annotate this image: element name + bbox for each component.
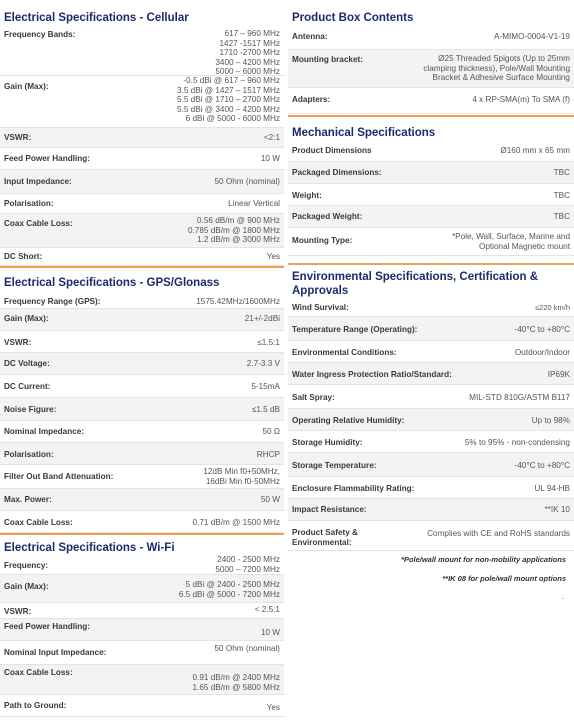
row-label: Frequency Bands: — [4, 30, 76, 39]
row-value: 50 W — [260, 495, 280, 504]
footnote-impact: **IK 08 for pole/wall mount options — [442, 574, 566, 583]
row-label: Storage Humidity: — [292, 438, 363, 447]
table-row — [288, 228, 574, 256]
row-label: Operating Relative Humidity: — [292, 416, 405, 425]
footnote-mount: *Pole/wall mount for non-mobility applications — [400, 555, 566, 564]
table-row — [0, 309, 284, 331]
table-row — [288, 142, 574, 162]
wifi-title: Electrical Specifications - Wi-Fi — [4, 542, 175, 554]
table-row — [288, 521, 574, 551]
row-label: Coax Cable Loss: — [4, 518, 73, 527]
box-contents-title: Product Box Contents — [292, 12, 414, 24]
table-row — [0, 248, 284, 266]
gps-title: Electrical Specifications - GPS/Glonass — [4, 277, 220, 289]
table-row — [0, 128, 284, 148]
row-label: Coax Cable Loss: — [4, 219, 73, 228]
row-label: Storage Temperature: — [292, 461, 377, 470]
row-value: Ø160 mm x 65 mm — [500, 146, 570, 155]
row-label: Polarisation: — [4, 450, 54, 459]
row-label: Mounting bracket: — [292, 55, 363, 64]
row-label: Impact Resistance: — [292, 505, 367, 514]
row-value: 50 Ohm (nominal) — [214, 177, 280, 186]
row-label: Nominal Input Impedance: — [4, 648, 107, 657]
table-row — [0, 665, 284, 695]
row-label: Coax Cable Loss: — [4, 668, 73, 677]
table-row — [0, 214, 284, 248]
table-row — [288, 409, 574, 431]
row-label: Frequency: — [4, 561, 49, 570]
section-divider — [288, 263, 574, 265]
row-label: Weight: — [292, 191, 322, 200]
row-value: 10 W — [260, 628, 280, 637]
row-value: 50 Ω — [262, 427, 280, 436]
row-value: 617 – 960 MHz 1427 -1517 MHz 1710 -2700 MHz 3400 – 4200 MHz 5000 – 6000 MHz — [215, 29, 280, 76]
row-label: Filter Out Band Attenuation: — [4, 472, 114, 481]
table-row — [288, 453, 574, 477]
table-row — [0, 375, 284, 398]
row-value: -40°C to +80°C — [514, 461, 570, 470]
table-row — [288, 341, 574, 363]
row-value: -40°C to +80°C — [514, 325, 570, 334]
cellular-section — [0, 0, 284, 268]
row-value: 5% to 95% - non-condensing — [464, 438, 570, 447]
trailing-mark: . — [561, 592, 564, 601]
table-row — [0, 148, 284, 170]
row-label: Packaged Weight: — [292, 212, 363, 221]
row-value: < 2.5:1 — [254, 605, 280, 614]
row-label: DC Voltage: — [4, 359, 50, 368]
row-value: *Pole, Wall, Surface, Marine and Optional Magnetic mount — [451, 232, 570, 251]
row-label: Enclosure Flammability Rating: — [292, 484, 415, 493]
gps-section — [0, 268, 284, 536]
table-row — [288, 477, 574, 499]
table-row — [288, 184, 574, 206]
row-value: Yes — [266, 703, 280, 712]
section-divider — [288, 115, 574, 117]
row-value: ≤220 km/h — [535, 303, 570, 312]
row-value: TBC — [553, 212, 570, 221]
row-label: Product Safety & Environmental: — [292, 528, 358, 547]
row-label: Path to Ground: — [4, 701, 67, 710]
row-value: -0.5 dBi @ 617 – 960 MHz 3.5 dBi @ 1427 – 1517 MHz 5.5 dBi @ 1710 – 2700 MHz 5.5 dBi @ 3400 – 4200 MHz 6 dBi @ 5000 - 6000 MHz — [177, 76, 280, 123]
row-value: 4 x RP-SMA(m) To SMA (f) — [472, 95, 570, 104]
table-row — [288, 499, 574, 521]
row-label: Product Dimensions — [292, 146, 372, 155]
row-value: IP69K — [547, 370, 570, 379]
table-row — [0, 465, 284, 489]
cellular-title: Electrical Specifications - Cellular — [4, 12, 189, 24]
table-row — [288, 206, 574, 228]
row-value: TBC — [553, 168, 570, 177]
row-value: Complies with CE and RoHS standards — [427, 529, 570, 538]
table-row — [288, 363, 574, 385]
row-label: VSWR: — [4, 607, 32, 616]
table-row — [0, 695, 284, 717]
row-label: Polarisation: — [4, 199, 54, 208]
row-value: <2:1 — [263, 133, 280, 142]
table-row — [0, 489, 284, 511]
row-label: Nominal Impedance: — [4, 427, 85, 436]
row-value: 5 dBi @ 2400 - 2500 MHz 6.5 dBi @ 5000 - 7200 MHz — [178, 580, 280, 599]
row-label: Feed Power Handling: — [4, 154, 90, 163]
row-label: Noise Figure: — [4, 405, 57, 414]
row-label: DC Short: — [4, 252, 43, 261]
table-row — [288, 317, 574, 341]
table-row — [0, 331, 284, 353]
row-label: VSWR: — [4, 133, 32, 142]
table-row — [0, 398, 284, 421]
environmental-section — [288, 268, 574, 608]
table-row — [0, 603, 284, 619]
table-row — [0, 443, 284, 465]
row-label: Max. Power: — [4, 495, 52, 504]
row-value: 12dB Min f0+50MHz, 16dBi Min f0-50MHz — [203, 467, 280, 486]
row-label: Wind Survival: — [292, 303, 349, 312]
row-label: Input Impedance: — [4, 177, 72, 186]
row-value: Outdoor/Indoor — [514, 348, 570, 357]
environmental-title: Environmental Specifications, Certification & Approvals — [292, 271, 539, 297]
row-label: Antenna: — [292, 32, 328, 41]
row-value: 0.56 dB/m @ 900 MHz 0.785 dB/m @ 1800 MHz 1.2 dB/m @ 3000 MHz — [187, 216, 280, 244]
row-label: VSWR: — [4, 338, 32, 347]
row-value: 0.71 dB/m @ 1500 MHz — [192, 518, 280, 527]
table-row — [0, 511, 284, 533]
row-value: 5-15mA — [251, 382, 280, 391]
table-row — [288, 28, 574, 50]
row-label: Water Ingress Protection Ratio/Standard: — [292, 370, 452, 379]
mechanical-section — [288, 118, 574, 268]
row-value: MIL-STD 810G/ASTM B117 — [469, 393, 570, 402]
row-value: 50 Ohm (nominal) — [214, 644, 280, 653]
row-value: Up to 98% — [531, 416, 570, 425]
box-contents-section — [288, 0, 574, 118]
row-label: Environmental Conditions: — [292, 348, 397, 357]
table-row — [0, 353, 284, 375]
row-value: TBC — [553, 191, 570, 200]
row-label: Packaged Dimensions: — [292, 168, 382, 177]
table-row — [288, 50, 574, 88]
table-row — [288, 162, 574, 184]
table-row — [0, 170, 284, 194]
mechanical-title: Mechanical Specifications — [292, 127, 436, 139]
row-label: Gain (Max): — [4, 314, 49, 323]
row-label: Gain (Max): — [4, 582, 49, 591]
row-value: ≤1.5 dB — [251, 405, 280, 414]
row-label: Temperature Range (Operating): — [292, 325, 418, 334]
row-label: Frequency Range (GPS): — [4, 297, 101, 306]
row-value: 2400 - 2500 MHz 5000 – 7200 MHz — [215, 555, 280, 574]
row-value: Linear Vertical — [228, 199, 280, 208]
row-value: A-MIMO-0004-V1-19 — [494, 32, 570, 41]
row-label: DC Current: — [4, 382, 51, 391]
row-label: Gain (Max): — [4, 82, 49, 91]
table-row — [0, 555, 284, 575]
row-value: 10 W — [260, 154, 280, 163]
table-row — [0, 295, 284, 309]
table-row — [0, 421, 284, 443]
table-row — [288, 88, 574, 114]
table-row — [0, 575, 284, 603]
wifi-section — [0, 536, 284, 720]
row-value: 0.91 dB/m @ 2400 MHz 1.65 dB/m @ 5800 MHz — [192, 673, 280, 692]
table-row — [0, 28, 284, 76]
row-label: Mounting Type: — [292, 236, 353, 245]
table-row — [288, 385, 574, 409]
row-value: ≤1.5:1 — [257, 338, 280, 347]
row-value: RHCP — [256, 450, 280, 459]
row-value: 2.7-3.3 V — [246, 359, 280, 368]
row-value: **IK 10 — [544, 505, 570, 514]
row-value: UL 94-HB — [534, 484, 570, 493]
row-value: Ø25 Threaded Spigots (Up to 25mm clamping thickness), Pole/Wall Mounting Bracket & Adhesive Surface Mounting — [423, 54, 570, 82]
section-divider — [0, 533, 284, 535]
row-label: Salt Spray: — [292, 393, 335, 402]
row-value: 21+/-2dBi — [244, 314, 280, 323]
table-row — [0, 194, 284, 214]
table-row — [0, 641, 284, 665]
row-label: Feed Power Handling: — [4, 622, 90, 631]
table-row — [0, 619, 284, 641]
table-row — [0, 76, 284, 128]
row-label: Adapters: — [292, 95, 331, 104]
table-row — [288, 431, 574, 453]
table-row — [288, 299, 574, 317]
row-value: 1575.42MHz/1600MHz — [196, 297, 280, 306]
row-value: Yes — [266, 252, 280, 261]
